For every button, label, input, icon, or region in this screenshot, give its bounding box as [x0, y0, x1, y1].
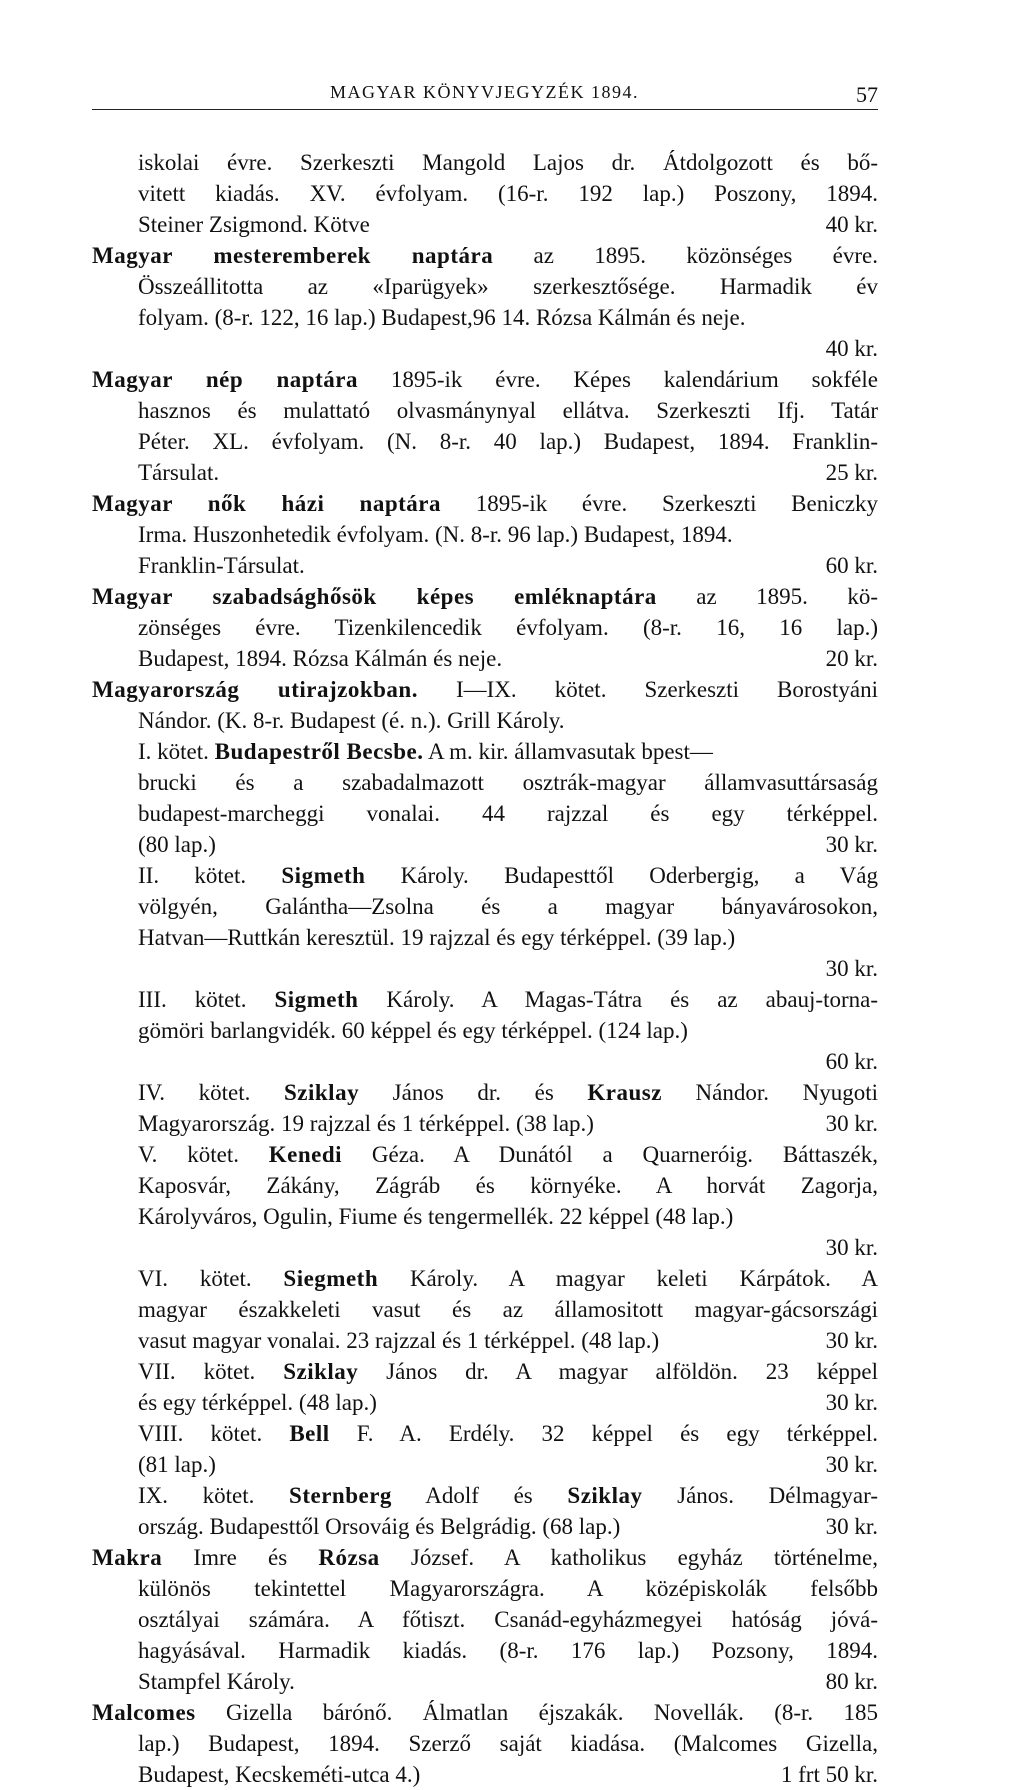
text-line [92, 984, 878, 1015]
text-line [92, 333, 878, 364]
price: 60 kr. [825, 1049, 878, 1074]
entry-text: I. kötet. [138, 739, 215, 764]
text-line [92, 1263, 878, 1294]
entry-text: F. A. Erdély. 32 képpel és egy térképpel. [329, 1421, 879, 1446]
entry-text: Károly. A magyar keleti Kárpátok. A [378, 1266, 878, 1291]
entry-text: folyam. (8-r. 122, 16 lap.) Budapest,96 14. Rózsa Kálmán és neje. [138, 305, 746, 330]
price: 30 kr. [825, 832, 878, 857]
price: 30 kr. [825, 956, 878, 981]
entry-text: Nándor. Nyugoti [661, 1080, 878, 1105]
entry-text: (81 lap.) [138, 1452, 216, 1477]
text-line [92, 891, 878, 922]
text-line [92, 1666, 878, 1697]
text-line [92, 240, 878, 271]
text-line [92, 829, 878, 860]
entry-text: Budapest, Kecskeméti-utca 4.) [138, 1762, 421, 1787]
text-line [92, 550, 878, 581]
text-line [92, 1418, 878, 1449]
text-line [92, 519, 878, 550]
entry-heading: Magyar mesteremberek naptára [92, 243, 494, 268]
text-line [92, 581, 878, 612]
price: 30 kr. [825, 1514, 878, 1539]
entry-heading: Sigmeth [274, 987, 359, 1012]
entry-text: Géza. A Dunától a Quarneróig. Báttaszék, [342, 1142, 878, 1167]
entry-text: Steiner Zsigmond. Kötve [138, 212, 370, 237]
text-line [92, 1511, 878, 1542]
entry-text: az 1895. közönséges évre. [493, 243, 878, 268]
entry-heading: Sziklay [567, 1483, 643, 1508]
text-line [92, 953, 878, 984]
text-line [92, 1356, 878, 1387]
text-line [92, 1635, 878, 1666]
entry-heading: Rózsa [318, 1545, 380, 1570]
entry-text: gömöri barlangvidék. 60 képpel és egy térképpel. (124 lap.) [138, 1018, 688, 1043]
text-line [92, 1232, 878, 1263]
text-line [92, 643, 878, 674]
price: 25 kr. [825, 460, 878, 485]
entry-heading: Magyar szabadsághősök képes emléknaptára [92, 584, 657, 609]
text-line [92, 395, 878, 426]
entry-text: az 1895. kö- [656, 584, 878, 609]
entry-text: zönséges évre. Tizenkilencedik évfolyam. (8-r. 16, 16 lap.) [138, 615, 878, 640]
text-line [92, 705, 878, 736]
entry-text: Összeállitotta az «Iparügyek» szerkesztősége. Harmadik év [138, 274, 878, 299]
entry-text: VII. kötet. [138, 1359, 284, 1384]
entry-text: 1895-ik évre. Képes kalendárium sokféle [357, 367, 878, 392]
entry-text: Irma. Huszonhetedik évfolyam. (N. 8-r. 96 lap.) Budapest, 1894. [138, 522, 733, 547]
price: 1 frt 50 kr. [780, 1762, 878, 1787]
text-line [92, 1046, 878, 1077]
entry-text: János. Délmagyar- [642, 1483, 878, 1508]
entry-text: Társulat. [138, 460, 220, 485]
entry-text: magyar északkeleti vasut és az államositott magyar-gácsországi [138, 1297, 878, 1322]
entry-text: 1895-ik évre. Szerkeszti Beniczky [441, 491, 878, 516]
entry-text: József. A katholikus egyház történelme, [379, 1545, 878, 1570]
entry-text: Nándor. (K. 8-r. Budapest (é. n.). Grill Károly. [138, 708, 565, 733]
header-rule [92, 109, 878, 110]
entry-text: V. kötet. [138, 1142, 269, 1167]
entry-text: János dr. A magyar alföldön. 23 képpel [358, 1359, 878, 1384]
text-line [92, 1542, 878, 1573]
text-line [92, 1077, 878, 1108]
price: 60 kr. [825, 553, 878, 578]
running-head [140, 70, 878, 107]
text-line [92, 736, 878, 767]
text-line [92, 1170, 878, 1201]
text-line [92, 488, 878, 519]
entry-text: IX. kötet. [138, 1483, 290, 1508]
entry-heading: Makra [92, 1545, 163, 1570]
text-line [92, 798, 878, 829]
entry-text: A m. kir. államvasutak bpest— [423, 739, 713, 764]
entry-heading: Sternberg [289, 1483, 392, 1508]
price: 80 kr. [825, 1669, 878, 1694]
text-line [92, 457, 878, 488]
price: 30 kr. [825, 1452, 878, 1477]
entry-heading: Magyarország utirajzokban. [92, 677, 418, 702]
entry-text: János dr. és [359, 1080, 588, 1105]
text-line [92, 1294, 878, 1325]
running-title: MAGYAR KÖNYVJEGYZÉK 1894. [330, 82, 639, 102]
text-line [92, 1387, 878, 1418]
entry-heading: Sziklay [284, 1080, 360, 1105]
entry-text: osztályai számára. A főtiszt. Csanád-egyházmegyei hatóság jóvá- [138, 1607, 878, 1632]
text-line [92, 922, 878, 953]
entry-text: Budapest, 1894. Rózsa Kálmán és neje. [138, 646, 503, 671]
text-line [92, 860, 878, 891]
text-line [92, 1449, 878, 1480]
entry-text: Adolf és [391, 1483, 568, 1508]
text-line [92, 1201, 878, 1232]
text-line [92, 1728, 878, 1759]
entry-text: Imre és [162, 1545, 319, 1570]
text-line [92, 147, 878, 178]
entry-heading: Magyar nép naptára [92, 367, 358, 392]
text-line [92, 674, 878, 705]
catalog-entries [92, 147, 879, 1787]
text-line [92, 1325, 878, 1356]
price: 40 kr. [825, 212, 878, 237]
entry-text: Magyarország. 19 rajzzal és 1 térképpel. (38 lap.) [138, 1111, 594, 1136]
entry-text: IV. kötet. [138, 1080, 284, 1105]
entry-heading: Malcomes [92, 1700, 196, 1725]
entry-text: VI. kötet. [138, 1266, 284, 1291]
entry-text: völgyén, Galántha—Zsolna és a magyar bányavárosokon, [138, 894, 878, 919]
entry-text: hasznos és mulattató olvasmánynyal ellátva. Szerkeszti Ifj. Tatár [138, 398, 878, 423]
entry-heading: Sigmeth [281, 863, 366, 888]
price: 30 kr. [825, 1390, 878, 1415]
entry-heading: Kenedi [268, 1142, 343, 1167]
price: 30 kr. [825, 1235, 878, 1260]
entry-text: különös tekintettel Magyarországra. A középiskolák felsőbb [138, 1576, 878, 1601]
text-line [92, 767, 878, 798]
price: 20 kr. [825, 646, 878, 671]
entry-heading: Magyar nők házi naptára [92, 491, 441, 516]
entry-text: Hatvan—Ruttkán keresztül. 19 rajzzal és egy térképpel. (39 lap.) [138, 925, 736, 950]
entry-text: I—IX. kötet. Szerkeszti Borostyáni [417, 677, 878, 702]
entry-text: III. kötet. [138, 987, 275, 1012]
entry-heading: Sziklay [283, 1359, 359, 1384]
entry-text: Károlyváros, Ogulin, Fiume és tengermellék. 22 képpel (48 lap.) [138, 1204, 734, 1229]
text-line [92, 209, 878, 240]
page-number: 57 [856, 82, 878, 107]
price: 40 kr. [825, 336, 878, 361]
text-line [92, 1015, 878, 1046]
text-line [92, 1139, 878, 1170]
text-line [92, 364, 878, 395]
text-line [92, 1759, 878, 1790]
entry-text: vitett kiadás. XV. évfolyam. (16-r. 192 lap.) Poszony, 1894. [138, 181, 878, 206]
entry-text: budapest-marcheggi vonalai. 44 rajzzal és egy térképpel. [138, 801, 878, 826]
text-line [92, 1480, 878, 1511]
entry-text: VIII. kötet. [138, 1421, 290, 1446]
entry-text: (80 lap.) [138, 832, 216, 857]
entry-text: Franklin-Társulat. [138, 553, 305, 578]
entry-heading: Bell [289, 1421, 330, 1446]
entry-text: hagyásával. Harmadik kiadás. (8-r. 176 lap.) Pozsony, 1894. [138, 1638, 878, 1663]
entry-text: Károly. Budapesttől Oderbergig, a Vág [365, 863, 879, 888]
entry-heading: Krausz [587, 1080, 662, 1105]
text-line [92, 1697, 878, 1728]
entry-text: Károly. A Magas-Tátra és az abauj-torna- [358, 987, 878, 1012]
entry-text: Gizella bárónő. Álmatlan éjszakák. Novellák. (8-r. 185 [195, 1700, 878, 1725]
text-line [92, 612, 878, 643]
text-line [92, 302, 878, 333]
entry-text: ország. Budapesttől Orsováig és Belgrádig. (68 lap.) [138, 1514, 621, 1539]
text-line [92, 1108, 878, 1139]
entry-text: lap.) Budapest, 1894. Szerző saját kiadása. (Malcomes Gizella, [138, 1731, 878, 1756]
price: 30 kr. [825, 1328, 878, 1353]
text-line [92, 1604, 878, 1635]
entry-text: Kaposvár, Zákány, Zágráb és környéke. A horvát Zagorja, [138, 1173, 878, 1198]
text-line [92, 1573, 878, 1604]
entry-heading: Budapestről Becsbe. [214, 739, 424, 764]
text-line [92, 426, 878, 457]
entry-text: brucki és a szabadalmazott osztrák-magyar államvasuttársaság [138, 770, 878, 795]
entry-text: vasut magyar vonalai. 23 rajzzal és 1 térképpel. (48 lap.) [138, 1328, 660, 1353]
price: 30 kr. [825, 1111, 878, 1136]
entry-heading: Siegmeth [283, 1266, 379, 1291]
entry-text: és egy térképpel. (48 lap.) [138, 1390, 377, 1415]
entry-text: Péter. XL. évfolyam. (N. 8-r. 40 lap.) Budapest, 1894. Franklin- [138, 429, 878, 454]
text-line [92, 271, 878, 302]
entry-text: Stampfel Károly. [138, 1669, 295, 1694]
entry-text: iskolai évre. Szerkeszti Mangold Lajos dr. Átdolgozott és bő- [138, 150, 878, 175]
text-line [92, 178, 878, 209]
entry-text: II. kötet. [138, 863, 282, 888]
